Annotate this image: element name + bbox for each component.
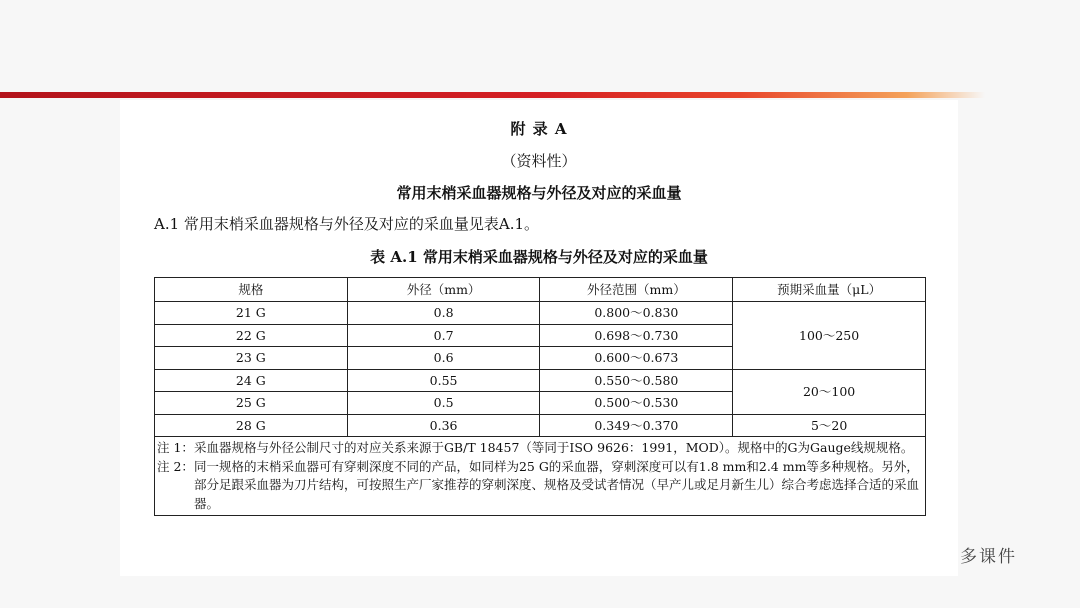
- cell-diameter-range: 0.800～0.830: [540, 302, 733, 325]
- header-expected-volume: 预期采血量（μL）: [733, 278, 926, 302]
- note-2: [157, 458, 924, 514]
- header-gauge: 规格: [155, 278, 348, 302]
- table-row: [155, 369, 926, 392]
- cell-gauge: 23 G: [155, 347, 348, 370]
- accent-bar: [0, 92, 985, 98]
- note-1-label: 注 1：: [157, 440, 194, 455]
- cell-outer-diameter: 0.5: [347, 392, 540, 415]
- table-notes: [155, 437, 926, 516]
- cell-gauge: 25 G: [155, 392, 348, 415]
- appendix-type: （资料性）: [501, 152, 577, 170]
- cell-gauge: 28 G: [155, 414, 348, 437]
- note-1: [157, 439, 924, 458]
- table-header-row: [155, 278, 926, 302]
- cell-outer-diameter: 0.8: [347, 302, 540, 325]
- cell-gauge: 22 G: [155, 324, 348, 347]
- table-caption: 表 A.1 常用末梢采血器规格与外径及对应的采血量: [370, 248, 708, 266]
- cell-gauge: 21 G: [155, 302, 348, 325]
- cell-diameter-range: 0.600～0.673: [540, 347, 733, 370]
- header-diameter-range: 外径范围（mm）: [540, 278, 733, 302]
- note-2-text: 同一规格的末梢采血器可有穿刺深度不同的产品，如同样为25 G的采血器，穿刺深度可以有1.8 mm和2.4 mm等多种规格。另外，部分足跟采血器为刀片结构，可按照生产厂家推荐的穿刺深度、规格及受试者情况（早产儿或足月新生儿）综合考虑选择合适的采血器。: [193, 458, 919, 511]
- cell-volume: 5～20: [733, 414, 926, 437]
- cell-diameter-range: 0.698～0.730: [540, 324, 733, 347]
- cell-volume: 20～100: [733, 369, 926, 414]
- cell-volume: 100～250: [733, 302, 926, 370]
- cell-outer-diameter: 0.7: [347, 324, 540, 347]
- cell-gauge: 24 G: [155, 369, 348, 392]
- header-outer-diameter: 外径（mm）: [347, 278, 540, 302]
- cell-diameter-range: 0.500～0.530: [540, 392, 733, 415]
- table-row: [155, 414, 926, 437]
- cell-outer-diameter: 0.36: [347, 414, 540, 437]
- cell-diameter-range: 0.550～0.580: [540, 369, 733, 392]
- cell-outer-diameter: 0.6: [347, 347, 540, 370]
- watermark-text: 多课件: [960, 547, 1017, 567]
- cell-outer-diameter: 0.55: [347, 369, 540, 392]
- note-1-text: 采血器规格与外径公制尺寸的对应关系来源于GB/T 18457（等同于ISO 9626：1991，MOD）。规格中的G为Gauge线规规格。: [193, 440, 914, 455]
- cell-diameter-range: 0.349～0.370: [540, 414, 733, 437]
- table-row: [155, 302, 926, 325]
- note-2-label: 注 2：: [157, 458, 194, 474]
- appendix-heading: 常用末梢采血器规格与外径及对应的采血量: [396, 184, 682, 202]
- appendix-title: 附 录 A: [510, 120, 568, 138]
- specification-table: [154, 277, 926, 516]
- table-notes-row: [155, 437, 926, 516]
- document-page: [120, 100, 958, 576]
- section-a1-text: A.1 常用末梢采血器规格与外径及对应的采血量见表A.1。: [154, 215, 540, 233]
